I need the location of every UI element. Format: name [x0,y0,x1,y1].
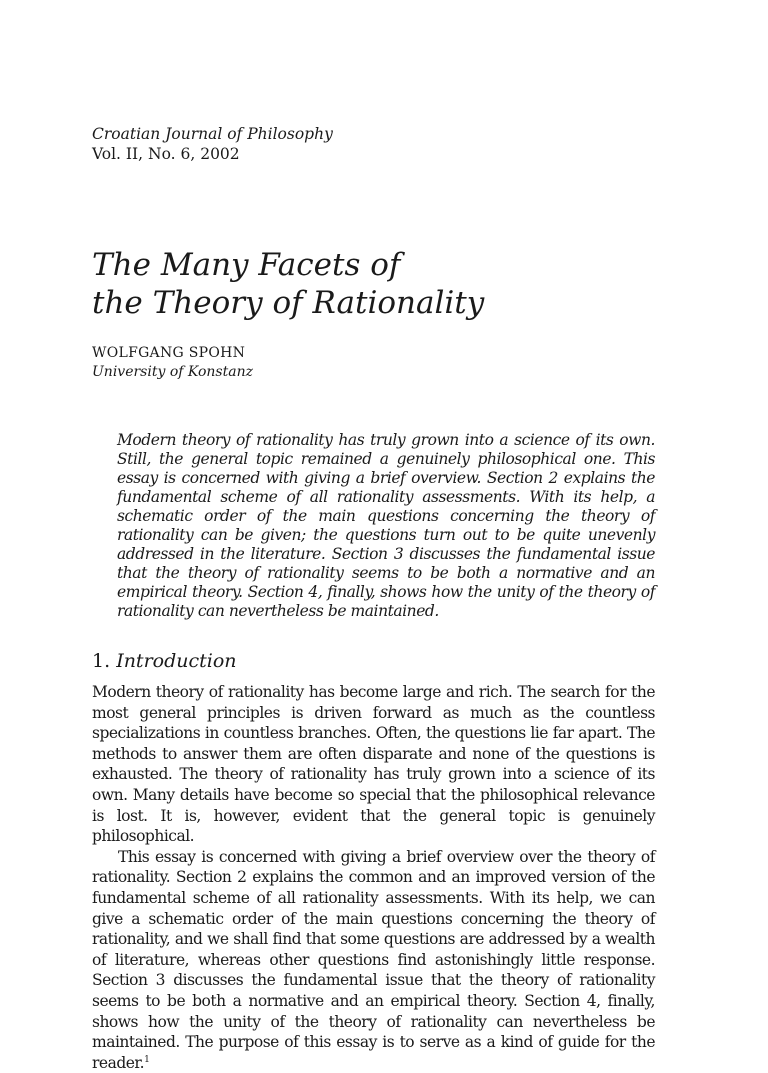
author-block [92,344,253,382]
section-title: Introduction [116,650,237,672]
journal-name: Croatian Journal of Philosophy [92,125,333,143]
body-text [92,682,655,1073]
journal-header [92,124,333,164]
footnote-marker[interactable]: 1 [144,1054,150,1065]
author-affiliation: University of Konstanz [92,364,253,380]
article-title-line-2: the Theory of Rationality [92,285,485,321]
paragraph [92,847,655,1073]
article-title-line-1: The Many Facets of [92,247,401,283]
section-heading [92,648,237,674]
article-title [92,246,484,322]
author-name: WOLFGANG SPOHN [92,345,246,361]
paragraph: Modern theory of rationality has become large and rich. The search for the most general principles is driven forward as much as the countless specializations in countless branches. Often, the questions lie far apart. The methods to answer them are often disparate and none of the questions is exhausted. The theory of rationality has truly grown into a science of its own. Many details have become so special that the philosophical relevance is lost. It is, however, evident that the general topic is genuinely philosophical. [92,683,655,846]
abstract: Modern theory of rationality has truly grown into a science of its own. Still, the general topic remained a genuinely philosophical one. This essay is concerned with giving a brief overview. Section 2 explains the fundamental scheme of all rationality assessments. With its help, a schematic order of the main questions concerning the theory of rationality can be given; the questions turn out to be quite unevenly addressed in the literature. Section 3 discusses the fundamental issue that the theory of rationality seems to be both a normative and an empirical theory. Section 4, finally, shows how the unity of the theory of rationality can nevertheless be maintained. [117,431,655,620]
section-number: 1. [92,650,111,672]
paragraph-text: This essay is concerned with giving a brief overview over the theory of rationality. Section 2 explains the common and an improved version of the fundamental scheme of all rationality assessments. With its help, we can give a schematic order of the main questions concerning the theory of rationality, and we shall find that some questions are addressed by a wealth of literature, whereas other questions find astonishingly little response. Section 3 discusses the fundamental issue that the theory of rationality seems to be both a normative and an empirical theory. Section 4, finally, shows how the unity of the theory of rationality can nevertheless be maintained. The purpose of this essay is to serve as a kind of guide for the reader. [92,847,655,1072]
journal-volume: Vol. II, No. 6, 2002 [92,145,240,163]
